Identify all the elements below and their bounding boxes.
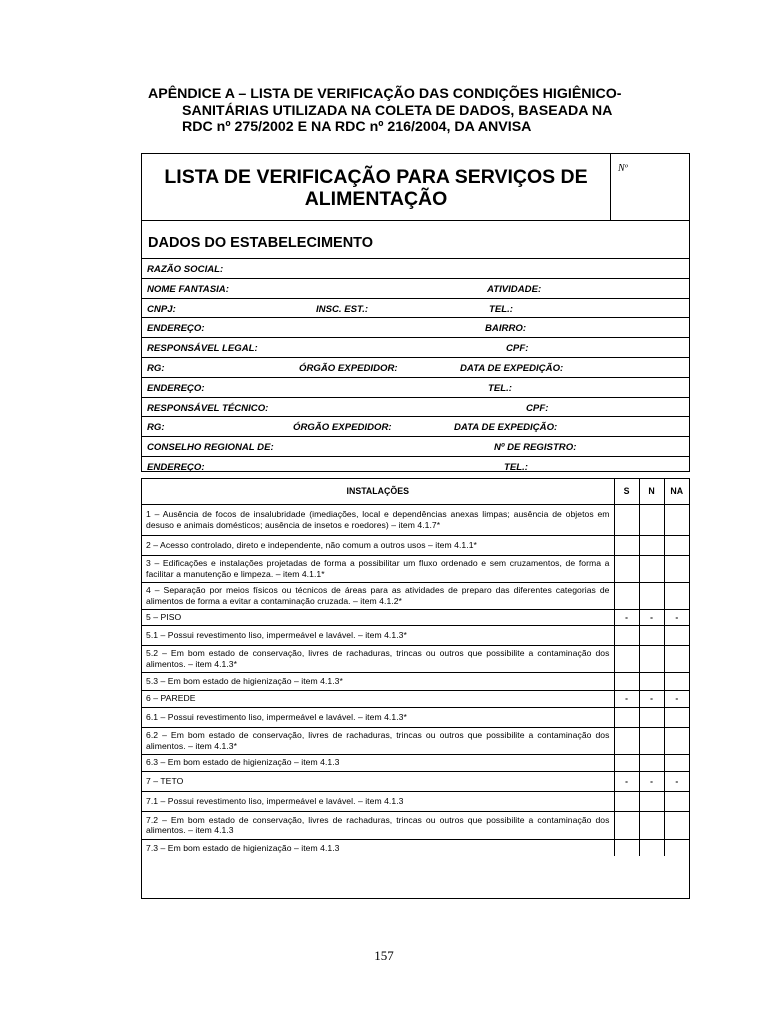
form-title-row [142,154,689,221]
field-label: CNPJ: [147,303,176,315]
check-cell-n: - [639,609,664,625]
field-label: RG: [147,422,165,434]
check-cell-na[interactable] [664,672,689,690]
check-cell-s[interactable] [614,555,639,582]
table-row [142,690,689,707]
item-text: 6 – PAREDE [142,690,614,707]
check-cell-na[interactable] [664,582,689,609]
check-cell-s[interactable] [614,811,639,839]
check-cell-s[interactable] [614,535,639,555]
field-label: ÓRGÃO EXPEDIDOR: [293,422,392,434]
check-cell-na: - [664,690,689,707]
table-row [142,555,689,582]
table-row [142,791,689,811]
check-cell-na[interactable] [664,504,689,535]
item-text: 6.2 – Em bom estado de conservação, livres de rachaduras, trincas ou outros que possibilite a contaminação dos alimentos. – item 4.1.3* [142,727,614,754]
table-row [142,504,689,535]
check-cell-s[interactable] [614,582,639,609]
field-label: INSC. EST.: [316,303,369,315]
item-text: 3 – Edificações e instalações projetadas de forma a possibilitar um fluxo ordenado e sem cruzamentos, de forma a facilitar a manutenção e limpeza. – item 4.1.1* [142,555,614,582]
header-s: S [614,479,639,504]
check-cell-s[interactable] [614,625,639,645]
field-label: TEL.: [504,461,528,473]
item-text: 1 – Ausência de focos de insalubridade (imediações, local e dependências anexas limpas; ausência de objetos em desuso e animais domésticos; ausência de insetos e roedores) – item 4.1.7* [142,504,614,535]
field-label: RESPONSÁVEL TÉCNICO: [147,402,269,414]
check-cell-n[interactable] [639,625,664,645]
header-n: N [639,479,664,504]
checklist-table [141,478,690,899]
check-cell-na[interactable] [664,727,689,754]
form-field-row[interactable] [142,299,689,319]
form-number-label: Nº [618,163,628,174]
check-cell-s[interactable] [614,839,639,856]
check-cell-n[interactable] [639,582,664,609]
field-label: ENDEREÇO: [147,382,205,394]
form-field-row[interactable] [142,279,689,299]
check-cell-na[interactable] [664,555,689,582]
form-title-line-2: ALIMENTAÇÃO [304,188,448,210]
check-cell-s[interactable] [614,727,639,754]
check-cell-s[interactable] [614,791,639,811]
check-cell-na: - [664,609,689,625]
check-cell-na[interactable] [664,625,689,645]
item-text: 7.3 – Em bom estado de higienização – item 4.1.3 [142,839,614,856]
check-cell-n[interactable] [639,754,664,771]
field-label: TEL.: [489,303,513,315]
check-cell-n[interactable] [639,707,664,727]
field-label: TEL.: [488,382,512,394]
heading-line-1: APÊNDICE A – LISTA DE VERIFICAÇÃO DAS CONDIÇÕES HIGIÊNICO- [148,86,622,102]
field-label: NOME FANTASIA: [147,283,229,295]
check-cell-s[interactable] [614,645,639,672]
check-cell-na[interactable] [664,535,689,555]
field-label: RAZÃO SOCIAL: [147,264,224,275]
item-text: 6.1 – Possui revestimento liso, impermeável e lavável. – item 4.1.3* [142,707,614,727]
check-cell-na[interactable] [664,839,689,856]
item-text: 5.2 – Em bom estado de conservação, livres de rachaduras, trincas ou outros que possibilite a contaminação dos alimentos. – item 4.1.3* [142,645,614,672]
check-cell-n[interactable] [639,727,664,754]
check-cell-na: - [664,771,689,791]
table-row [142,727,689,754]
check-cell-n[interactable] [639,504,664,535]
check-cell-s: - [614,771,639,791]
check-cell-s[interactable] [614,672,639,690]
table-row [142,771,689,791]
field-label: ATIVIDADE: [487,283,542,295]
page-number: 157 [374,948,394,963]
field-label: BAIRRO: [485,323,527,335]
check-cell-s[interactable] [614,707,639,727]
form-field-row[interactable] [142,318,689,338]
field-label: RG: [147,362,165,374]
table-row [142,811,689,839]
table-row [142,609,689,625]
table-row [142,582,689,609]
establishment-fields [142,259,689,477]
item-text: 7 – TETO [142,771,614,791]
heading-line-3: RDC nº 275/2002 E NA RDC nº 216/2004, DA ANVISA [182,119,532,135]
check-cell-n: - [639,771,664,791]
item-text: 5.3 – Em bom estado de higienização – item 4.1.3* [142,672,614,690]
field-label: ENDEREÇO: [147,461,205,473]
check-cell-s[interactable] [614,754,639,771]
check-cell-n[interactable] [639,535,664,555]
item-text: 5 – PISO [142,609,614,625]
form-field-row[interactable] [142,457,689,477]
form-field-row[interactable] [142,437,689,457]
form-field-row[interactable] [142,338,689,358]
section-title: DADOS DO ESTABELECIMENTO [142,221,689,259]
header-na: NA [664,479,689,504]
field-label: DATA DE EXPEDIÇÃO: [454,422,558,434]
check-cell-n[interactable] [639,791,664,811]
heading-line-2: SANITÁRIAS UTILIZADA NA COLETA DE DADOS, BASEADA NA [182,102,613,119]
field-label: RESPONSÁVEL LEGAL: [147,343,258,355]
form-field-row[interactable] [142,358,689,378]
header-instalacoes: INSTALAÇÕES [142,479,614,504]
check-cell-s[interactable] [614,504,639,535]
form-field-row[interactable] [142,417,689,437]
check-cell-n[interactable] [639,811,664,839]
check-cell-n[interactable] [639,672,664,690]
field-label: DATA DE EXPEDIÇÃO: [460,362,564,374]
table-row [142,754,689,771]
check-cell-n[interactable] [639,645,664,672]
appendix-heading [148,86,678,136]
check-cell-na[interactable] [664,811,689,839]
field-label: CPF: [526,402,549,414]
table-row [142,839,689,856]
field-label: Nº DE REGISTRO: [494,442,577,454]
form-title [142,154,611,220]
table-row [142,645,689,672]
table-row [142,672,689,690]
check-cell-s: - [614,609,639,625]
check-cell-na[interactable] [664,707,689,727]
field-label: ENDEREÇO: [147,323,205,335]
field-label: CPF: [506,343,529,355]
installations-table [142,479,689,856]
check-cell-na[interactable] [664,645,689,672]
table-row [142,707,689,727]
form-field-row[interactable] [142,259,689,279]
check-cell-n: - [639,690,664,707]
item-text: 2 – Acesso controlado, direto e independente, não comum a outros usos – item 4.1.1* [142,535,614,555]
item-text: 6.3 – Em bom estado de higienização – item 4.1.3 [142,754,614,771]
table-row [142,625,689,645]
check-cell-n[interactable] [639,839,664,856]
check-cell-na[interactable] [664,754,689,771]
form-title-line-1: LISTA DE VERIFICAÇÃO PARA SERVIÇOS DE [164,166,588,188]
item-text: 7.1 – Possui revestimento liso, impermeável e lavável. – item 4.1.3 [142,791,614,811]
item-text: 7.2 – Em bom estado de conservação, livres de rachaduras, trincas ou outros que possibilite a contaminação dos alimentos. – item 4.1.3 [142,811,614,839]
item-text: 4 – Separação por meios físicos ou técnicos de áreas para as atividades de preparo das diferentes categorias de alimentos de forma a evitar a contaminação cruzada. – item 4.1.2* [142,582,614,609]
form-number-field[interactable] [611,154,689,220]
field-label: CONSELHO REGIONAL DE: [147,442,274,454]
field-label: ÓRGÃO EXPEDIDOR: [299,362,398,374]
table-row [142,535,689,555]
form-field-row[interactable] [142,398,689,418]
check-cell-na[interactable] [664,791,689,811]
check-cell-n[interactable] [639,555,664,582]
table-header-row [142,479,689,504]
form-field-row[interactable] [142,378,689,398]
establishment-form [141,153,690,472]
item-text: 5.1 – Possui revestimento liso, impermeável e lavável. – item 4.1.3* [142,625,614,645]
check-cell-s: - [614,690,639,707]
